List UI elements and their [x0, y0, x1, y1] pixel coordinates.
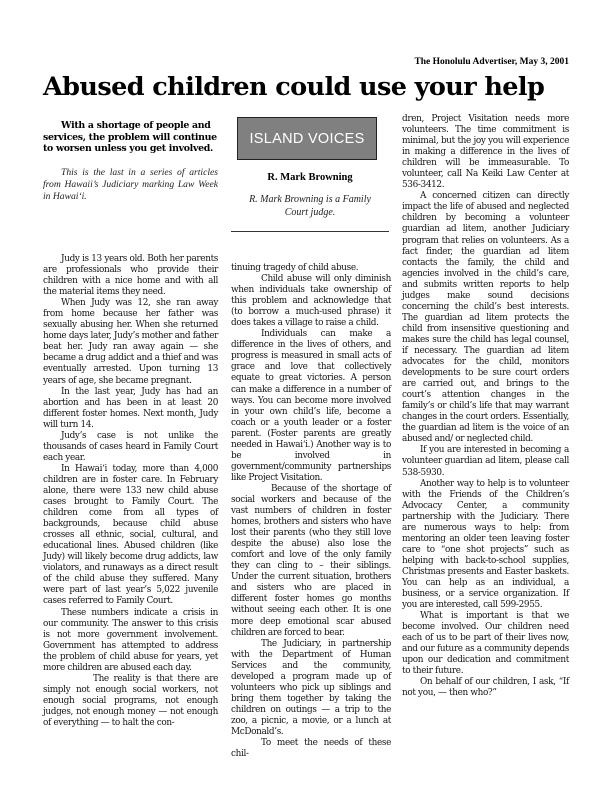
paragraph: Individuals can make a difference in the lives of others, and progress is measured in small acts of grace and love that collectively equate to great victories. A person can make a difference in a number of ways. You can become more involved in your own child’s life, become a coach or a youth leader or a foster parent. (Foster parents are greatly needed in Hawai‘i.) Another way is to be involved in government/community partnerships like Project Visitation.: [231, 329, 391, 483]
island-voices-label-box: [237, 117, 377, 160]
headline: Abused children could use your help: [43, 72, 545, 102]
paragraph: When Judy was 12, she ran away from home because her father was sexually abusing her. When she returned home days later, Judy’s mother and father beat her. Judy ran away again — she became a drug addict and a thief and was eventually arrested. Upon turning 13 years of age, she became pregnant.: [43, 298, 218, 386]
author-note: R. Mark Browning is a Family Court judge.: [249, 194, 371, 218]
paragraph: What is important is that we become involved. Our children need each of us to be part of their lives now, and our future as a community depends upon our dedication and commitment to their future.: [402, 611, 569, 677]
deck-summary: With a shortage of people and services, the problem will continue to worsen unless you get involved.: [43, 120, 217, 155]
paragraph: Child abuse will only diminish when individuals take ownership of this problem and acknowledge that (to borrow a much-used phrase) it does takes a village to raise a child.: [231, 274, 391, 329]
paragraph: The Judiciary, in partnership with the Department of Human Services and the community, developed a program made up of volunteers who pick up siblings and bring them together by taking the children on outings — a trip to the zoo, a picnic, a movie, or a lunch at McDonald’s.: [231, 638, 391, 737]
paragraph: dren, Project Visitation needs more volunteers. The time commitment is minimal, but the joy you will experience in making a difference in the lives of children will be immeasurable. To volunteer, call Na Keiki Law Center at 536-3412.: [402, 114, 569, 191]
paragraph: In Hawai‘i today, more than 4,000 children are in foster care. In February alone, there were 133 new child abuse cases brought to Family Court. The children come from all types of backgrounds, because child abuse crosses all ethnic, social, cultural, and educational lines. Abused children (like Judy) will likely become drug addicts, law violators, and runaways as a direct result of the child abuse they suffered. Many were part of last year’s 5,022 juvenile cases referred to Family Court.: [43, 463, 218, 607]
paragraph: To meet the needs of these chil-: [231, 738, 391, 760]
article-column-2: [231, 263, 391, 760]
article-column-3: [402, 114, 569, 699]
series-note: This is the last in a series of articles from Hawaii’s Judiciary marking Law Week in Hawai‘i.: [43, 167, 218, 202]
paragraph: Judy is 13 years old. Both her parents are professionals who provide their children with a nice home and with all the material items they need.: [43, 254, 218, 298]
byline: R. Mark Browning: [267, 172, 353, 183]
paragraph: The reality is that there are simply not enough social workers, not enough social programs, not enough judges, not enough money — not enough of everything — to halt the con-: [43, 673, 218, 728]
paragraph: Because of the shortage of social workers and because of the vast numbers of children in foster homes, brothers and sisters who have lost their parents (who they still love despite the abuse) also lose the comfort and love of the only family they can cling to – their siblings. Under the current situation, brothers and sisters who are placed in different foster homes go months without seeing each other. It is one more deep emotional scar abused children are forced to bear.: [231, 483, 391, 638]
paragraph: Another way to help is to volunteer with the Friends of the Children’s Advocacy Center, a community partnership with the Judiciary. There are numerous ways to help: from mentoring an older teen leaving foster care to “one shot projects” such as helping with back-to-school supplies, Christmas presents and Easter baskets. You can help as an individual, a business, or a service organization. If you are interested, call 599-2955.: [402, 478, 569, 611]
paragraph: These numbers indicate a crisis in our community. The answer to this crisis is not more government involvement. Government has attempted to address the problem of child abuse for years, yet more children are abused each day.: [43, 607, 218, 673]
paragraph: In the last year, Judy has had an abortion and has been in at least 20 different foster homes. Next month, Judy will turn 14.: [43, 386, 218, 430]
paragraph: A concerned citizen can directly impact the life of abused and neglected children by becoming a volunteer guardian ad litem, another Judiciary program that relies on volunteers. As a fact finder, the guardian ad litem contacts the family, the child and agencies involved in the child’s care, and submits written reports to help judges make sound decisions concerning the child’s best interests. The guardian ad litem protects the child from insensitive questioning and makes sure the child has legal counsel, if necessary. The guardian ad litem advocates for the child, monitors developments to be sure court orders are carried out, and brings to the court’s attention changes in the family’s or child’s life that may warrant changes in the court orders. Essentially, the guardian ad litem is the voice of an abused and/ or neglected child.: [402, 191, 569, 445]
byline-divider: [231, 231, 389, 232]
paragraph: On behalf of our children, I ask, “If not you, — then who?”: [402, 677, 569, 699]
paragraph: tinuing tragedy of child abuse.: [231, 263, 359, 273]
paragraph: If you are interested in becoming a volunteer guardian ad litem, please call 538-5930.: [402, 445, 569, 478]
paragraph: Judy’s case is not unlike the thousands of cases heard in Family Court each year.: [43, 430, 218, 463]
island-voices-label: ISLAND VOICES: [249, 130, 365, 147]
article-column-1: [43, 254, 218, 729]
dateline: The Honolulu Advertiser, May 3, 2001: [414, 57, 569, 67]
